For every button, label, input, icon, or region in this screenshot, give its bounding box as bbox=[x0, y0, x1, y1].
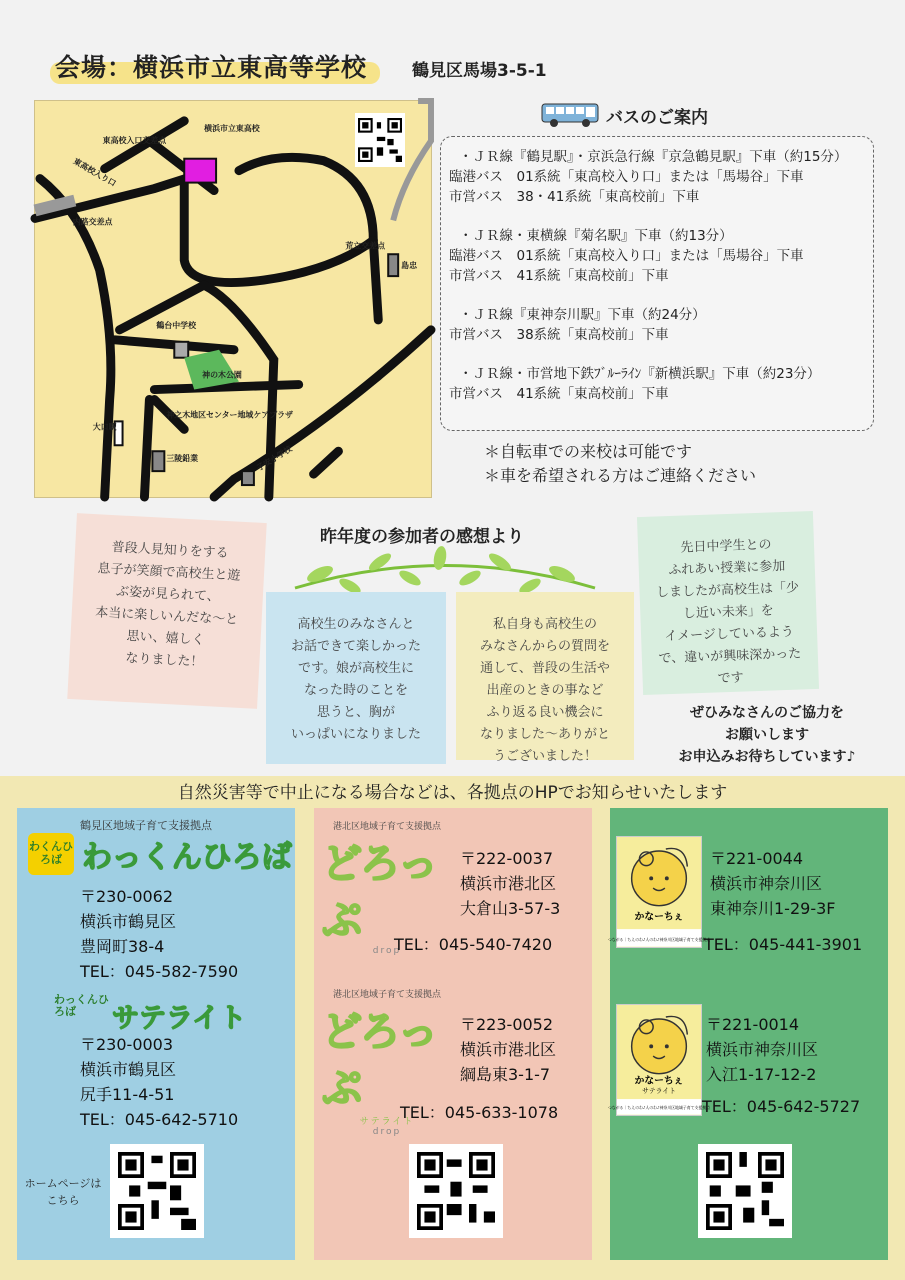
kanachie-qr-code[interactable] bbox=[698, 1144, 792, 1238]
review-card-1: 普段人見知りをする 息子が笑顔で高校生と遊 ぶ姿が見られて、 本当に楽しいんだな〜と 思い、嬉しく なりました！ bbox=[67, 513, 266, 709]
postal-code: 〒230-0062 bbox=[80, 887, 174, 906]
svg-text:つながる｜ちえのわ♪人のわ♪神奈川区地域子育て支援拠点: つながる｜ちえのわ♪人のわ♪神奈川区地域子育て支援拠点 bbox=[607, 936, 711, 942]
city: 横浜市港北区 bbox=[460, 1040, 557, 1059]
bus-heading bbox=[540, 102, 708, 128]
phone: TEL：045-582-7590 bbox=[80, 962, 239, 981]
svg-text:大口駅: 大口駅 bbox=[92, 422, 117, 432]
svg-text:内路交差点: 内路交差点 bbox=[72, 217, 113, 227]
svg-text:かなーちぇ: かなーちぇ bbox=[634, 1075, 684, 1087]
route-head: ・ＪＲ線・市営地下鉄ﾌﾞﾙｰﾗｲﾝ『新横浜駅』下車（約23分） bbox=[459, 366, 821, 382]
drop-tag: drop bbox=[372, 946, 402, 956]
drop-satellite-logo bbox=[322, 990, 452, 1137]
svg-text:三陵鉛業: 三陵鉛業 bbox=[166, 454, 199, 464]
reviews-heading: 昨年度の参加者の感想より bbox=[320, 527, 524, 547]
map-qr-code[interactable] bbox=[355, 113, 405, 167]
drop-qr-code[interactable] bbox=[409, 1144, 503, 1238]
school-pin bbox=[184, 159, 216, 183]
drop-satellite-phone: TEL：045-633-1078 bbox=[400, 1103, 559, 1122]
review-card-4: 先日中学生との ふれあい授業に参加 しましたが高校生は「少 し近い未来」を イメージしているよう で、違いが興味深かった です bbox=[637, 511, 819, 695]
postal-code: 〒223-0052 bbox=[460, 1015, 554, 1034]
svg-text:東高校入口交差点: 東高校入口交差点 bbox=[102, 135, 167, 145]
city: 横浜市鶴見区 bbox=[80, 1060, 177, 1079]
route-line: 市営バス 38系統「東高校前」下車 bbox=[449, 327, 669, 343]
drop-subtitle: 港北区地域子育て支援拠点 bbox=[332, 822, 441, 832]
svg-text:かなーちぇ: かなーちぇ bbox=[634, 911, 684, 923]
bus-route bbox=[449, 226, 865, 286]
phone: TEL：045-642-5710 bbox=[80, 1110, 239, 1129]
svg-text:鶴台中学校: 鶴台中学校 bbox=[156, 320, 197, 330]
cancellation-notice: 自然災害等で中止になる場合などは、各拠点のHPでお知らせいたします bbox=[177, 783, 728, 803]
svg-text:神の木公園: 神の木公園 bbox=[202, 370, 242, 380]
route-line: 臨港バス 01系統「東高校入り口」または「馬場谷」下車 bbox=[449, 248, 804, 264]
drop-satellite-name: どろっぷ bbox=[322, 1009, 436, 1112]
city: 横浜市港北区 bbox=[460, 874, 557, 893]
svg-text:東高校入り口: 東高校入り口 bbox=[71, 156, 118, 189]
kanachie-satellite-phone: TEL：045-642-5727 bbox=[702, 1097, 861, 1116]
drop-logo bbox=[322, 822, 452, 956]
review-card-2: 高校生のみなさんと お話できて楽しかった です。娘が高校生に なった時のことを 思うと、胸が いっぱいになりました bbox=[266, 592, 446, 764]
street: 綱島東3-1-7 bbox=[460, 1065, 551, 1084]
street: 大倉山3-57-3 bbox=[460, 899, 561, 918]
wakkun-satellite-contact bbox=[80, 1032, 238, 1132]
wakkun-badge: わくんひろば bbox=[28, 833, 74, 875]
route-head: ・ＪＲ線・東横線『菊名駅』下車（約13分） bbox=[459, 228, 733, 244]
bus-route bbox=[449, 364, 865, 404]
postal-code: 〒221-0044 bbox=[710, 849, 804, 868]
wakkun-qr-code[interactable] bbox=[110, 1144, 204, 1238]
drop-satellite-tag2: drop bbox=[372, 1127, 402, 1137]
wakkun-logo bbox=[28, 832, 292, 876]
wakkun-name: わっくんひろば bbox=[82, 840, 292, 875]
street: 尻手11-4-51 bbox=[80, 1085, 175, 1104]
svg-text:サテライト: サテライト bbox=[642, 1087, 676, 1096]
svg-text:つながる｜ちえのわ♪人のわ♪神奈川区地域子育て支援拠点: つながる｜ちえのわ♪人のわ♪神奈川区地域子育て支援拠点 bbox=[607, 1104, 711, 1110]
drop-contact bbox=[460, 846, 560, 921]
bus-heading-text: バスのご案内 bbox=[606, 107, 708, 128]
route-line: 市営バス 41系統「東高校前」下車 bbox=[449, 386, 669, 402]
street: 豊岡町38-4 bbox=[80, 937, 165, 956]
street: 入江1-17-12-2 bbox=[706, 1065, 817, 1084]
city: 横浜市鶴見区 bbox=[80, 912, 177, 931]
access-notes bbox=[484, 440, 756, 488]
kanachie-satellite-contact bbox=[706, 1012, 818, 1087]
drop-satellite-contact bbox=[460, 1012, 556, 1087]
drop-satellite-tag: サテライト bbox=[359, 1117, 415, 1127]
bus-icon bbox=[540, 102, 600, 128]
wakkun-satellite-name: サテライト bbox=[112, 1003, 247, 1034]
svg-text:神之木地区センター地域ケアプラザ: 神之木地区センター地域ケアプラザ bbox=[166, 410, 294, 420]
bus-route bbox=[449, 147, 865, 207]
venue-address: 鶴見区馬場3-5-1 bbox=[412, 61, 547, 81]
svg-text:子安小学校: 子安小学校 bbox=[255, 444, 294, 473]
car-note: ＊車を希望される方はご連絡ください bbox=[484, 466, 757, 485]
wakkun-subtitle: 鶴見区地域子育て支援拠点 bbox=[80, 819, 212, 832]
postal-code: 〒221-0014 bbox=[706, 1015, 800, 1034]
street: 東神奈川1-29-3F bbox=[710, 899, 836, 918]
route-line: 市営バス 38・41系統「東高校前」下車 bbox=[449, 189, 700, 205]
kanachie-satellite-logo bbox=[607, 1004, 711, 1116]
bicycle-note: ＊自転車での来校は可能です bbox=[484, 442, 693, 461]
city: 横浜市神奈川区 bbox=[710, 874, 823, 893]
bus-info-box bbox=[440, 136, 874, 431]
kanachie-contact bbox=[710, 846, 835, 921]
drop-name: どろっぷ bbox=[322, 841, 436, 944]
appeal-message: ぜひみなさんのご協力を お願いします お申込みお待ちしています♪ bbox=[678, 705, 856, 765]
kanachie-phone: TEL：045-441-3901 bbox=[704, 935, 863, 954]
route-head: ・ＪＲ線『鶴見駅』・京浜急行線『京急鶴見駅』下車（約15分） bbox=[459, 149, 848, 165]
route-line: 臨港バス 01系統「東高校入り口」または「馬場谷」下車 bbox=[449, 169, 804, 185]
svg-text:横浜市立東高校: 横浜市立東高校 bbox=[204, 123, 260, 133]
route-head: ・ＪＲ線『東神奈川駅』下車（約24分） bbox=[459, 307, 706, 323]
wakkun-satellite-small: わっくんひろば bbox=[54, 993, 109, 1018]
page-title: 会場：横浜市立東高等学校 bbox=[55, 53, 368, 82]
drop-phone: TEL：045-540-7420 bbox=[394, 935, 553, 954]
svg-text:荒立交差点: 荒立交差点 bbox=[345, 241, 386, 251]
drop-satellite-subtitle: 港北区地域子育て支援拠点 bbox=[332, 990, 441, 1000]
review-card-3: 私自身も高校生の みなさんからの質問を 通して、普段の生活や 出産のときの事など ふり返る良い機会に なりました〜ありがと うございました！ bbox=[456, 592, 634, 760]
bus-route bbox=[449, 305, 865, 345]
postal-code: 〒222-0037 bbox=[460, 849, 554, 868]
access-map bbox=[34, 100, 432, 498]
postal-code: 〒230-0003 bbox=[80, 1035, 174, 1054]
wakkun-contact bbox=[80, 884, 238, 984]
homepage-label: ホームページはこちら bbox=[24, 1177, 102, 1207]
city: 横浜市神奈川区 bbox=[706, 1040, 819, 1059]
svg-text:島忠: 島忠 bbox=[401, 261, 418, 271]
kanachie-logo bbox=[607, 836, 711, 948]
route-line: 市営バス 41系統「東高校前」下車 bbox=[449, 268, 669, 284]
